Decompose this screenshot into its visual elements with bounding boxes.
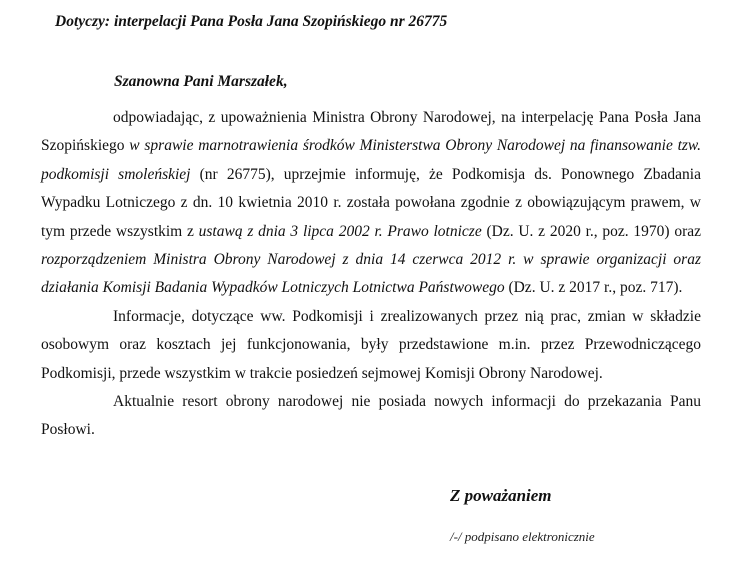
closing-phrase: Z poważaniem xyxy=(450,486,552,505)
electronic-signature-note: /-/ podpisano elektronicznie xyxy=(450,529,595,544)
text-segment: (nr 26775), uprzejmie informuję, że Podkomisja ds. Ponownego Zbadania Wypadku Lotniczego z dn. 10 kwietnia 2010 r. została powołana zgodnie z obowiązującym prawem, w tym przede wszystkim z xyxy=(41,165,701,240)
text-segment: odpowiadając, z upoważnienia Ministra Obrony Narodowej, na interpelację Pana Posła Jana Szopińskiego xyxy=(41,109,701,155)
text-segment: (Dz. U. z 2017 r., poz. 717). xyxy=(504,279,683,297)
paragraph-legal-basis xyxy=(41,104,701,303)
salutation: Szanowna Pani Marszałek, xyxy=(114,73,288,90)
text-segment: (Dz. U. z 2020 r., poz. 1970) oraz xyxy=(481,222,701,240)
italic-text-segment: w sprawie marnotrawienia środków Ministerstwa Obrony Narodowej na finansowanie tzw. podkomisji smoleńskiej xyxy=(41,137,701,183)
text-segment: Aktualnie resort obrony narodowej nie posiada nowych informacji do przekazania Panu Posłowi. xyxy=(41,393,701,439)
text-segment: Informacje, dotyczące ww. Podkomisji i zrealizowanych przez nią prac, zmian w składzie osobowym oraz kosztach jej funkcjonowania, były przedstawione m.in. przez Przewodniczącego Podkomisji, przede wszystkim w trakcie posiedzeń sejmowej Komisji Obrony Narodowej. xyxy=(41,307,701,382)
letter-body xyxy=(41,104,701,445)
paragraph-information-provided xyxy=(41,303,701,388)
italic-text-segment: ustawą z dnia 3 lipca 2002 r. Prawo lotnicze xyxy=(198,222,482,240)
subject-line: Dotyczy: interpelacji Pana Posła Jana Szopińskiego nr 26775 xyxy=(55,13,448,30)
italic-text-segment: rozporządzeniem Ministra Obrony Narodowej z dnia 14 czerwca 2012 r. w sprawie organizacji oraz działania Komisji Badania Wypadków Lotniczych Lotnictwa Państwowego xyxy=(41,251,701,297)
paragraph-no-new-information xyxy=(41,388,701,445)
